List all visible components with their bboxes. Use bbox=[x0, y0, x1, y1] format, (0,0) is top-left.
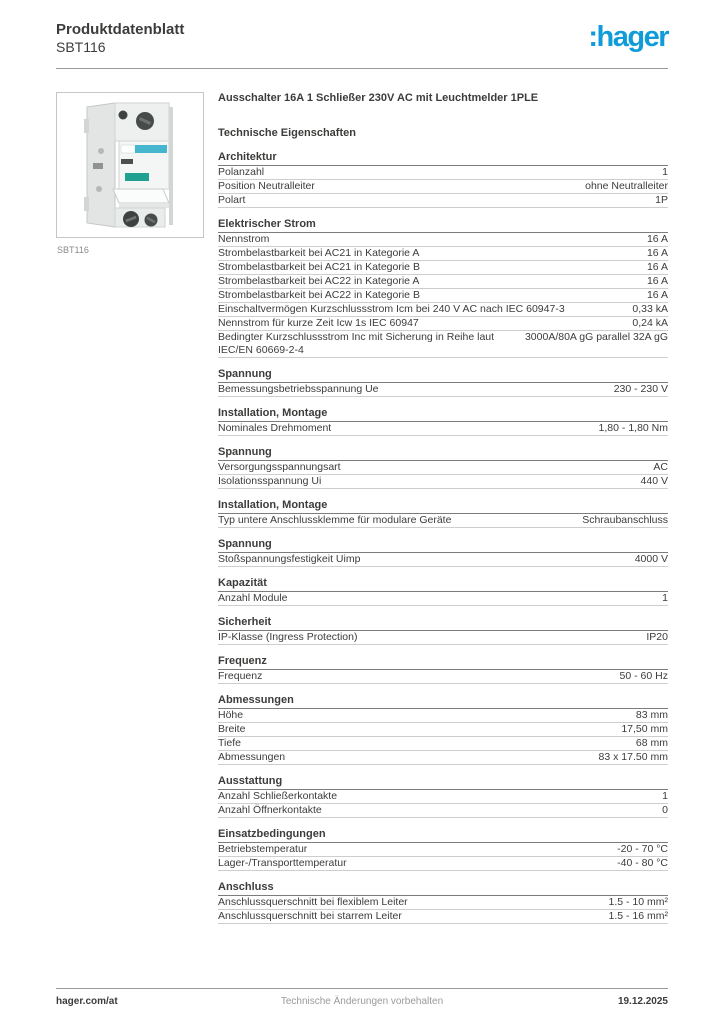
footer-row bbox=[56, 996, 668, 1007]
table-heading: Technische Eigenschaften bbox=[218, 127, 356, 139]
spec-value: 440 V bbox=[640, 475, 668, 487]
spec-row bbox=[218, 289, 668, 303]
spec-label: Lager-/Transporttemperatur bbox=[218, 857, 347, 869]
spec-section-title: Spannung bbox=[218, 538, 668, 553]
spec-value: 16 A bbox=[646, 233, 668, 245]
spec-row bbox=[218, 592, 668, 606]
footer-notice: Technische Änderungen vorbehalten bbox=[280, 996, 444, 1007]
spec-label: Strombelastbarkeit bei AC21 in Kategorie A bbox=[218, 247, 420, 259]
spec-row bbox=[218, 194, 668, 208]
spec-section-title: Installation, Montage bbox=[218, 407, 668, 422]
spec-section bbox=[218, 655, 668, 684]
spec-section-title: Spannung bbox=[218, 446, 668, 461]
header-divider bbox=[56, 68, 668, 69]
spec-row bbox=[218, 723, 668, 737]
spec-label: Anzahl Schließerkontakte bbox=[218, 790, 338, 802]
spec-row bbox=[218, 514, 668, 528]
spec-label: Isolationsspannung Ui bbox=[218, 475, 322, 487]
document-footer bbox=[56, 988, 668, 1007]
document-header bbox=[56, 20, 668, 56]
spec-section bbox=[218, 828, 668, 871]
product-title: Ausschalter 16A 1 Schließer 230V AC mit Leuchtmelder 1PLE bbox=[218, 92, 539, 104]
spec-section-title: Abmessungen bbox=[218, 694, 668, 709]
spec-label: Frequenz bbox=[218, 670, 263, 682]
spec-value: 1 bbox=[662, 592, 668, 604]
spec-value: AC bbox=[653, 461, 668, 473]
spec-row bbox=[218, 857, 668, 871]
spec-value: 50 - 60 Hz bbox=[619, 670, 668, 682]
spec-content bbox=[218, 92, 668, 924]
spec-value: 0,24 kA bbox=[632, 317, 668, 329]
spec-label: Nennstrom bbox=[218, 233, 270, 245]
spec-row bbox=[218, 751, 668, 765]
spec-label: Typ untere Anschlussklemme für modulare Geräte bbox=[218, 514, 452, 526]
footer-divider bbox=[56, 988, 668, 989]
spec-label: Bemessungsbetriebsspannung Ue bbox=[218, 383, 379, 395]
spec-value: Schraubanschluss bbox=[582, 514, 668, 526]
spec-value: 1,80 - 1,80 Nm bbox=[598, 422, 668, 434]
spec-section-title: Anschluss bbox=[218, 881, 668, 896]
spec-label: Abmessungen bbox=[218, 751, 286, 763]
spec-label: Strombelastbarkeit bei AC22 in Kategorie B bbox=[218, 289, 420, 301]
spec-value: 1 bbox=[662, 790, 668, 802]
spec-label: Position Neutralleiter bbox=[218, 180, 315, 192]
spec-value: -20 - 70 °C bbox=[617, 843, 668, 855]
spec-section-title: Installation, Montage bbox=[218, 499, 668, 514]
spec-section bbox=[218, 407, 668, 436]
spec-value: 83 mm bbox=[635, 709, 668, 721]
spec-value: 17,50 mm bbox=[621, 723, 668, 735]
product-image bbox=[56, 92, 204, 238]
spec-section bbox=[218, 446, 668, 489]
spec-section bbox=[218, 616, 668, 645]
spec-section-title: Spannung bbox=[218, 368, 668, 383]
spec-label: Höhe bbox=[218, 709, 244, 721]
spec-label: IP-Klasse (Ingress Protection) bbox=[218, 631, 358, 643]
spec-value: 1P bbox=[655, 194, 668, 206]
spec-section bbox=[218, 538, 668, 567]
spec-row bbox=[218, 804, 668, 818]
document-header-titles bbox=[56, 20, 184, 56]
spec-section-title: Elektrischer Strom bbox=[218, 218, 668, 233]
product-image-caption: SBT116 bbox=[57, 245, 89, 255]
spec-row bbox=[218, 631, 668, 645]
spec-value: 0,33 kA bbox=[632, 303, 668, 315]
spec-value: 68 mm bbox=[635, 737, 668, 749]
spec-row bbox=[218, 670, 668, 684]
spec-label: Breite bbox=[218, 723, 246, 735]
spec-value: 1 bbox=[662, 166, 668, 178]
spec-label: Versorgungsspannungsart bbox=[218, 461, 341, 473]
spec-section bbox=[218, 499, 668, 528]
spec-label: Einschaltvermögen Kurzschlussstrom Icm bei 240 V AC nach IEC 60947-3 bbox=[218, 303, 565, 315]
spec-section bbox=[218, 151, 668, 208]
spec-row bbox=[218, 275, 668, 289]
spec-section bbox=[218, 881, 668, 924]
spec-label: Strombelastbarkeit bei AC21 in Kategorie B bbox=[218, 261, 420, 273]
footer-website: hager.com/at bbox=[56, 996, 118, 1007]
product-code: SBT116 bbox=[56, 39, 106, 55]
spec-row bbox=[218, 896, 668, 910]
spec-label: Anschlussquerschnitt bei starrem Leiter bbox=[218, 910, 402, 922]
spec-label: Polanzahl bbox=[218, 166, 265, 178]
spec-section bbox=[218, 368, 668, 397]
spec-value: 4000 V bbox=[634, 553, 668, 565]
spec-label: Polart bbox=[218, 194, 246, 206]
spec-value: 16 A bbox=[646, 261, 668, 273]
spec-value: IP20 bbox=[646, 631, 668, 643]
footer-date: 19.12.2025 bbox=[617, 996, 668, 1007]
spec-label: Bedingter Kurzschlussstrom Inc mit Sicherung in Reihe laut IEC/EN 60669-2-4 bbox=[218, 331, 495, 356]
spec-value: ohne Neutralleiter bbox=[585, 180, 668, 192]
spec-label: Nennstrom für kurze Zeit Icw 1s IEC 60947 bbox=[218, 317, 419, 329]
spec-section-title: Architektur bbox=[218, 151, 668, 166]
spec-row bbox=[218, 422, 668, 436]
spec-row bbox=[218, 709, 668, 723]
spec-value: 16 A bbox=[646, 275, 668, 287]
spec-label: Strombelastbarkeit bei AC22 in Kategorie A bbox=[218, 275, 420, 287]
spec-value: 1.5 - 10 mm² bbox=[608, 896, 668, 908]
spec-row bbox=[218, 461, 668, 475]
spec-value: 3000A/80A gG parallel 32A gG bbox=[524, 331, 668, 343]
spec-value: 230 - 230 V bbox=[613, 383, 668, 395]
spec-section bbox=[218, 218, 668, 358]
spec-value: 1.5 - 16 mm² bbox=[608, 910, 668, 922]
spec-value: -40 - 80 °C bbox=[617, 857, 668, 869]
spec-value: 16 A bbox=[646, 247, 668, 259]
spec-row bbox=[218, 233, 668, 247]
spec-row bbox=[218, 843, 668, 857]
spec-label: Anzahl Öffnerkontakte bbox=[218, 804, 322, 816]
spec-label: Stoßspannungsfestigkeit Uimp bbox=[218, 553, 361, 565]
spec-sections bbox=[218, 151, 668, 924]
spec-label: Anzahl Module bbox=[218, 592, 288, 604]
spec-row bbox=[218, 303, 668, 317]
spec-section-title: Kapazität bbox=[218, 577, 668, 592]
breaker-illustration bbox=[57, 93, 203, 237]
spec-label: Betriebstemperatur bbox=[218, 843, 308, 855]
spec-section bbox=[218, 694, 668, 765]
hager-logo: :hager bbox=[588, 21, 668, 53]
spec-row bbox=[218, 331, 668, 358]
spec-row bbox=[218, 180, 668, 194]
spec-label: Anschlussquerschnitt bei flexiblem Leiter bbox=[218, 896, 408, 908]
spec-row bbox=[218, 166, 668, 180]
spec-section-title: Sicherheit bbox=[218, 616, 668, 631]
spec-row bbox=[218, 383, 668, 397]
spec-section-title: Ausstattung bbox=[218, 775, 668, 790]
spec-row bbox=[218, 247, 668, 261]
spec-row bbox=[218, 261, 668, 275]
spec-section-title: Einsatzbedingungen bbox=[218, 828, 668, 843]
spec-section bbox=[218, 577, 668, 606]
spec-section-title: Frequenz bbox=[218, 655, 668, 670]
spec-section bbox=[218, 775, 668, 818]
spec-row bbox=[218, 790, 668, 804]
spec-row bbox=[218, 553, 668, 567]
spec-label: Nominales Drehmoment bbox=[218, 422, 332, 434]
spec-value: 16 A bbox=[646, 289, 668, 301]
spec-row bbox=[218, 317, 668, 331]
spec-label: Tiefe bbox=[218, 737, 241, 749]
spec-row bbox=[218, 910, 668, 924]
spec-row bbox=[218, 475, 668, 489]
spec-row bbox=[218, 737, 668, 751]
document-type: Produktdatenblatt bbox=[56, 21, 185, 38]
spec-value: 83 x 17.50 mm bbox=[598, 751, 668, 763]
spec-value: 0 bbox=[662, 804, 668, 816]
